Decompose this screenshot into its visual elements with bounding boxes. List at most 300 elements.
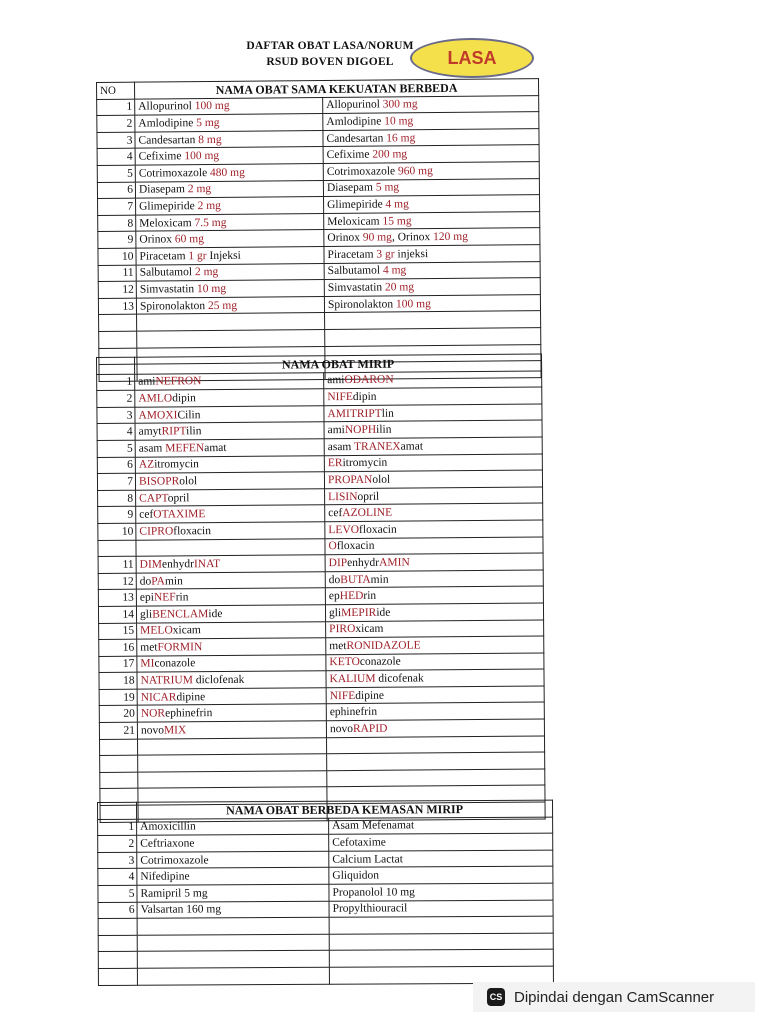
highlighted-text: KALIUM xyxy=(329,672,376,686)
row-number: 8 xyxy=(98,490,136,507)
row-number: 12 xyxy=(98,281,136,298)
plain-text: enhydr xyxy=(347,556,380,569)
plain-text: Allopurinol xyxy=(326,98,383,112)
plain-text: ilin xyxy=(376,423,392,436)
highlighted-text: NIFE xyxy=(329,689,356,702)
plain-text: itromycin xyxy=(154,458,199,471)
highlighted-text: MELO xyxy=(140,624,173,637)
plain-text: Nifedipine xyxy=(140,870,190,883)
plain-text: floxacin xyxy=(358,523,397,536)
drug-name-left xyxy=(136,571,325,589)
drug-name-right xyxy=(326,702,544,720)
drug-name-right xyxy=(326,619,544,637)
highlighted-text: BISOPR xyxy=(138,475,180,488)
plain-text: amyt xyxy=(138,425,162,438)
plain-text: conazole xyxy=(359,656,401,669)
drug-name-left xyxy=(136,213,324,231)
plain-text: Cotrimoxazole xyxy=(140,853,209,867)
highlighted-text: PA xyxy=(151,574,165,588)
highlighted-text: 300 mg xyxy=(382,98,418,111)
drug-name-left xyxy=(136,263,324,281)
plain-text: dicofenak xyxy=(375,672,424,685)
highlighted-text: 25 mg xyxy=(207,299,238,312)
plain-text: ide xyxy=(376,606,391,619)
highlighted-text: MEFEN xyxy=(165,441,205,455)
row-number: 4 xyxy=(97,149,135,166)
row-number: 1 xyxy=(98,819,137,836)
plain-text: Amlodipine xyxy=(326,115,385,128)
section-title: NAMA OBAT SAMA KEKUATAN BERBEDA xyxy=(135,79,539,99)
document-title: DAFTAR OBAT LASA/NORUM xyxy=(246,40,414,52)
highlighted-text: 480 mg xyxy=(209,166,245,179)
plain-text: do xyxy=(139,575,152,588)
drug-name-left xyxy=(136,246,324,264)
highlighted-text: 10 mg xyxy=(196,282,227,296)
drug-name-left xyxy=(135,372,324,390)
plain-text: Cefotaxime xyxy=(332,836,386,849)
highlighted-text: AZOLINE xyxy=(342,506,393,520)
plain-text: novo xyxy=(329,722,353,736)
drug-name-right xyxy=(324,420,542,438)
drug-name-left xyxy=(135,147,323,165)
table-similar-drug-names xyxy=(96,353,546,822)
plain-text: Meloxicam xyxy=(139,216,195,230)
highlighted-text: 16 mg xyxy=(386,131,416,145)
plain-text: Simvastatin xyxy=(139,283,198,296)
row-number: 21 xyxy=(99,722,137,739)
empty-cell xyxy=(137,951,329,969)
highlighted-text: KETO xyxy=(329,656,360,669)
highlighted-text: NOR xyxy=(140,707,166,720)
drug-name-right xyxy=(325,570,543,588)
drug-name-right xyxy=(324,245,540,263)
drug-name-right xyxy=(324,371,542,389)
lasa-badge: LASA xyxy=(410,38,534,78)
drug-name-right xyxy=(325,537,543,555)
highlighted-text: 20 mg xyxy=(384,281,415,294)
plain-text: Cotrimoxazole xyxy=(138,166,211,180)
row-number: 5 xyxy=(97,165,135,182)
highlighted-text: ODARON xyxy=(344,374,394,387)
plain-text: Allopurinol xyxy=(138,100,195,114)
drug-name-right xyxy=(324,404,542,422)
drug-name-right xyxy=(329,817,553,835)
empty-cell xyxy=(329,933,553,951)
highlighted-text: DIP xyxy=(328,556,348,570)
row-number: 15 xyxy=(99,623,137,640)
drug-name-right xyxy=(324,454,542,472)
plain-text: Gliquidon xyxy=(332,869,380,882)
highlighted-text: 1 gr xyxy=(188,249,207,262)
row-number: 2 xyxy=(97,390,135,407)
drug-name-left xyxy=(136,230,324,248)
highlighted-text: 2 mg xyxy=(197,199,221,213)
column-header-no: NO xyxy=(97,82,135,99)
plain-text: dipin xyxy=(352,390,377,403)
empty-cell xyxy=(100,772,138,789)
empty-cell xyxy=(100,739,138,756)
row-number: 3 xyxy=(97,407,135,424)
plain-text: Valsartan 160 mg xyxy=(140,903,222,917)
highlighted-text: CIPRO xyxy=(139,525,174,538)
drug-name-left xyxy=(135,97,323,115)
highlighted-text: AMOXI xyxy=(138,408,178,422)
row-number: 4 xyxy=(98,869,137,886)
highlighted-text: TRANEX xyxy=(353,440,401,453)
highlighted-text: PIRO xyxy=(329,623,356,636)
plain-text: Salbutamol xyxy=(139,266,195,279)
plain-text: do xyxy=(328,573,341,586)
drug-name-left xyxy=(137,884,329,902)
highlighted-text: MI xyxy=(140,658,155,671)
row-number: 12 xyxy=(98,573,136,590)
plain-text: Cefixime xyxy=(138,150,185,163)
drug-name-left xyxy=(135,472,324,490)
plain-text: Cotrimoxazole xyxy=(326,165,399,178)
highlighted-text: 120 mg xyxy=(433,230,469,244)
highlighted-text: NICAR xyxy=(140,691,177,704)
highlighted-text: 10 mg xyxy=(384,115,414,128)
drug-name-right xyxy=(325,487,543,505)
empty-cell xyxy=(97,357,135,374)
plain-text: conazole xyxy=(154,657,196,671)
drug-name-right xyxy=(326,719,544,737)
drug-name-right xyxy=(326,636,544,654)
row-number: 17 xyxy=(99,656,137,673)
highlighted-text: AZ xyxy=(138,458,155,472)
row-number: 5 xyxy=(97,440,135,457)
drug-name-left xyxy=(136,488,325,506)
empty-cell xyxy=(138,754,327,772)
drug-name-left xyxy=(136,555,325,573)
drug-name-left xyxy=(135,130,323,148)
plain-text: Candesartan xyxy=(326,132,387,145)
drug-name-left xyxy=(137,868,329,886)
empty-cell xyxy=(98,918,137,935)
table-different-drug-similar-packaging xyxy=(97,800,554,986)
highlighted-text: RAPID xyxy=(352,722,388,735)
empty-cell xyxy=(98,968,137,985)
drug-name-right xyxy=(324,437,542,455)
drug-name-left xyxy=(135,455,324,473)
plain-text: Cefixime xyxy=(326,148,373,162)
row-number: 7 xyxy=(98,198,136,215)
drug-name-right xyxy=(326,653,544,671)
empty-cell xyxy=(325,328,541,346)
row-number: 14 xyxy=(98,606,136,623)
plain-text: ide xyxy=(208,607,223,620)
plain-text: floxacin xyxy=(173,524,211,538)
row-number: 20 xyxy=(99,706,137,723)
plain-text: Propanolol 10 mg xyxy=(332,886,415,899)
row-number: 13 xyxy=(98,590,136,607)
empty-cell xyxy=(329,949,553,967)
drug-name-right xyxy=(323,145,539,163)
row-number: 11 xyxy=(98,265,136,282)
drug-name-left xyxy=(136,197,324,215)
empty-cell xyxy=(326,736,544,754)
plain-text: asam xyxy=(138,442,166,455)
plain-text: opril xyxy=(357,490,380,503)
drug-name-left xyxy=(137,638,326,656)
plain-text: Candesartan xyxy=(138,133,199,147)
plain-text: enhydr xyxy=(161,558,194,571)
plain-text: Orinox xyxy=(327,231,363,245)
plain-text: injeksi xyxy=(394,247,429,261)
drug-name-left xyxy=(135,114,323,132)
plain-text: min xyxy=(164,574,183,587)
plain-text: asam xyxy=(327,440,355,453)
row-number: 10 xyxy=(98,523,136,540)
row-number: 1 xyxy=(97,99,135,116)
highlighted-text: AMLO xyxy=(138,392,173,405)
highlighted-text: 200 mg xyxy=(372,148,408,161)
drug-name-left xyxy=(137,818,329,836)
plain-text: ep xyxy=(328,590,340,603)
drug-name-right xyxy=(329,866,553,884)
drug-name-right xyxy=(324,261,540,279)
plain-text: Orinox xyxy=(139,233,175,246)
highlighted-text: 4 mg xyxy=(385,198,409,211)
highlighted-text: RIPT xyxy=(161,425,187,438)
highlighted-text: FORMIN xyxy=(157,641,203,654)
drug-name-left xyxy=(137,834,329,852)
empty-cell xyxy=(325,311,541,329)
drug-name-left xyxy=(135,180,323,198)
plain-text: epi xyxy=(139,591,155,604)
drug-name-right xyxy=(325,503,543,521)
plain-text: ami xyxy=(138,375,156,389)
drug-name-right xyxy=(324,211,540,229)
row-number: 18 xyxy=(99,672,137,689)
row-number: 2 xyxy=(98,835,137,852)
row-number: 6 xyxy=(98,902,137,919)
drug-name-left xyxy=(135,163,323,181)
drug-name-right xyxy=(325,586,543,604)
empty-cell xyxy=(98,802,137,819)
drug-name-left xyxy=(136,522,325,540)
plain-text: olol xyxy=(179,475,198,488)
empty-cell xyxy=(100,755,138,772)
table-same-drug-different-strength xyxy=(96,78,542,382)
row-number: 9 xyxy=(98,507,136,524)
plain-text: cef xyxy=(328,507,343,520)
hospital-name: RSUD BOVEN DIGOEL xyxy=(266,56,394,68)
section-title: NAMA OBAT BERBEDA KEMASAN MIRIP xyxy=(137,800,553,819)
plain-text: rin xyxy=(175,591,189,604)
drug-name-right xyxy=(329,900,553,918)
highlighted-text: BUTA xyxy=(340,573,371,586)
highlighted-text: NEFRON xyxy=(155,375,202,388)
camscanner-watermark xyxy=(473,982,755,1012)
plain-text: diclofenak xyxy=(192,673,245,687)
plain-text: Salbutamol xyxy=(327,264,383,278)
highlighted-text: NATRIUM xyxy=(140,674,193,687)
plain-text: Asam Mefenamat xyxy=(332,819,415,833)
highlighted-text: 90 mg xyxy=(362,231,392,244)
row-number: 11 xyxy=(98,556,136,573)
highlighted-text: MIX xyxy=(163,724,187,737)
plain-text: ami xyxy=(327,424,345,437)
drug-name-left xyxy=(137,704,326,722)
plain-text: gli xyxy=(328,606,342,619)
plain-text: opril xyxy=(167,491,190,504)
drug-name-left xyxy=(136,296,324,314)
drug-name-right xyxy=(326,686,544,704)
drug-name-left xyxy=(136,280,324,298)
highlighted-text: RONIDAZOLE xyxy=(346,639,421,652)
drug-name-left xyxy=(137,654,326,672)
plain-text: Diasepam xyxy=(138,183,188,196)
drug-name-left xyxy=(137,688,326,706)
drug-name-left xyxy=(135,439,324,457)
plain-text: ephinefrin xyxy=(329,706,378,719)
plain-text: novo xyxy=(140,724,164,737)
highlighted-text: NOPH xyxy=(344,423,377,437)
highlighted-text: 2 mg xyxy=(194,266,219,279)
plain-text: Glimepiride xyxy=(327,198,386,211)
row-number: 6 xyxy=(97,182,135,199)
row-number: 6 xyxy=(97,457,135,474)
highlighted-text: 2 mg xyxy=(187,183,212,196)
row-number: 19 xyxy=(99,689,137,706)
highlighted-text: 15 mg xyxy=(382,214,412,228)
drug-name-left xyxy=(137,851,329,869)
drug-name-left xyxy=(136,505,325,523)
highlighted-text: LEVO xyxy=(328,523,360,536)
empty-cell xyxy=(137,313,325,331)
plain-text: Amlodipine xyxy=(138,117,197,130)
plain-text: Meloxicam xyxy=(327,215,383,228)
plain-text: Piracetam xyxy=(327,248,377,261)
plain-text: rin xyxy=(363,589,377,603)
plain-text: Piracetam xyxy=(139,249,189,263)
highlighted-text: OTAXIME xyxy=(153,508,206,521)
empty-cell xyxy=(137,917,329,935)
empty-cell xyxy=(99,331,137,348)
plain-text: Spironolakton xyxy=(139,299,209,313)
highlighted-text: CAPT xyxy=(139,491,168,505)
drug-name-right xyxy=(329,850,553,868)
highlighted-text: NIFE xyxy=(327,390,353,404)
row-number: 2 xyxy=(97,115,135,132)
plain-text: dipine xyxy=(355,689,385,702)
plain-text: xicam xyxy=(355,623,384,636)
plain-text: amat xyxy=(204,441,227,454)
highlighted-text: 5 mg xyxy=(375,181,400,194)
plain-text: Propylthiouracil xyxy=(332,902,408,916)
plain-text: xicam xyxy=(172,624,201,637)
highlighted-text: ER xyxy=(327,457,343,470)
drug-name-right xyxy=(323,112,539,130)
plain-text: Ceftriaxone xyxy=(140,837,195,850)
highlighted-text: NEF xyxy=(153,591,176,604)
highlighted-text: AMITRIPT xyxy=(327,407,382,420)
plain-text: Cilin xyxy=(177,408,201,421)
row-number: 8 xyxy=(98,215,136,232)
plain-text: dipine xyxy=(176,690,206,704)
empty-cell xyxy=(98,935,137,952)
drug-name-right xyxy=(325,520,543,538)
plain-text: Diasepam xyxy=(326,181,376,195)
highlighted-text: O xyxy=(328,540,337,553)
drug-name-left xyxy=(136,605,325,623)
empty-cell xyxy=(327,769,545,787)
drug-name-right xyxy=(324,278,540,296)
row-number: 13 xyxy=(98,298,136,315)
empty-cell xyxy=(138,737,327,755)
plain-text: dipin xyxy=(172,392,196,405)
plain-text: amat xyxy=(400,440,424,453)
empty-cell xyxy=(98,952,137,969)
plain-text: ephinefrin xyxy=(165,707,213,720)
drug-name-right xyxy=(329,833,553,851)
drug-name-left xyxy=(135,422,324,440)
plain-text: ilin xyxy=(186,425,202,438)
drug-name-left xyxy=(137,901,329,919)
plain-text: olol xyxy=(372,473,391,486)
plain-text: gli xyxy=(139,608,153,621)
plain-text: Injeksi xyxy=(206,249,241,262)
highlighted-text: 100 mg xyxy=(194,100,230,113)
camscanner-text: Dipindai dengan CamScanner xyxy=(514,988,715,1006)
highlighted-text: PROPAN xyxy=(327,473,373,487)
drug-name-right xyxy=(324,195,540,213)
plain-text: floxacin xyxy=(336,540,375,553)
drug-name-left xyxy=(135,389,324,407)
row-number: 4 xyxy=(97,424,135,441)
highlighted-text: HED xyxy=(339,590,364,603)
highlighted-text: 60 mg xyxy=(174,233,204,246)
drug-name-right xyxy=(324,387,542,405)
drug-name-left xyxy=(135,405,324,423)
highlighted-text: INAT xyxy=(193,557,221,571)
plain-text: min xyxy=(370,573,389,586)
empty-cell xyxy=(327,752,545,770)
highlighted-text: MEPIR xyxy=(341,606,377,619)
highlighted-text: 960 mg xyxy=(397,164,433,178)
highlighted-text: 4 mg xyxy=(382,264,407,277)
plain-text: Amoxicillin xyxy=(140,820,196,834)
plain-text: Glimepiride xyxy=(139,200,198,213)
drug-name-right xyxy=(323,128,539,146)
highlighted-text: 100 mg xyxy=(184,150,220,163)
row-number: 9 xyxy=(98,232,136,249)
plain-text: itromycin xyxy=(342,457,388,470)
row-number: 10 xyxy=(98,248,136,265)
highlighted-text: 100 mg xyxy=(395,297,431,310)
drug-name-right xyxy=(324,294,540,312)
empty-cell xyxy=(99,314,137,331)
section-title: NAMA OBAT MIRIP xyxy=(135,354,542,374)
row-number: 5 xyxy=(98,885,137,902)
drug-name-right xyxy=(324,228,540,246)
empty-cell xyxy=(137,934,329,952)
camscanner-logo-icon: CS xyxy=(487,988,505,1006)
plain-text: met xyxy=(140,641,158,654)
row-number: 16 xyxy=(99,639,137,656)
empty-cell xyxy=(137,329,325,347)
drug-name-right xyxy=(323,95,539,113)
empty-cell xyxy=(137,967,329,985)
plain-text: , Orinox xyxy=(391,231,434,244)
row-number: 3 xyxy=(97,132,135,149)
drug-name-left xyxy=(137,621,326,639)
drug-name-right xyxy=(325,603,543,621)
empty-cell xyxy=(329,916,553,934)
highlighted-text: 5 mg xyxy=(196,116,220,130)
row-number xyxy=(98,540,136,557)
